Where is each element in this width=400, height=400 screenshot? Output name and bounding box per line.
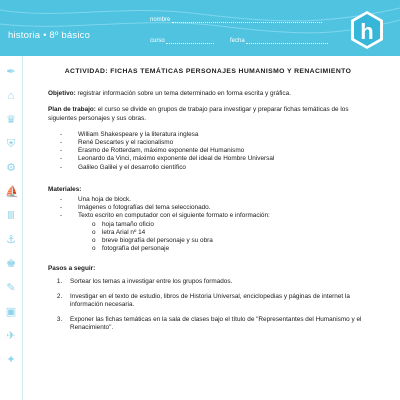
sidebar-icon-strip — [0, 56, 23, 400]
h-logo — [349, 10, 385, 50]
header-band — [0, 0, 400, 56]
list-item: o breve biografía del personaje y su obra — [92, 237, 368, 245]
objective-text: registrar información sobre un tema determinado en forma escrita y gráfica. — [75, 90, 291, 98]
logo-letter: h — [360, 19, 374, 44]
materials-list — [48, 196, 368, 253]
activity-title: ACTIVIDAD: FICHAS TEMÁTICAS PERSONAJES HUMANISMO Y RENACIMIENTO — [64, 68, 352, 75]
crown-icon: ♚ — [6, 258, 16, 270]
name-field-label: nombre — [150, 17, 171, 23]
list-item — [60, 212, 368, 253]
plan-paragraph — [48, 106, 368, 122]
plan-text: el curso se divide en grupos de trabajo para investigar y preparar fichas temáticas de los siguientes personajes y sus obras. — [48, 106, 349, 122]
subject-label: historia • 8º básico — [8, 30, 91, 41]
list-item: 1. Sortear los temas a investigar entre los grupos formados. — [64, 278, 368, 286]
plan-label: Plan de trabajo: — [48, 106, 96, 114]
ship-icon: ⛵ — [5, 186, 19, 198]
plane-icon: ✈ — [6, 330, 16, 342]
name-field-line[interactable] — [172, 22, 322, 23]
topics-list — [48, 131, 368, 172]
list-item: o fotografía del personaje — [92, 245, 368, 253]
list-item: - René Descartes y el racionalismo — [60, 139, 368, 147]
pen-icon: ✒ — [6, 66, 16, 78]
worksheet-body — [48, 68, 368, 340]
name-field[interactable] — [150, 17, 322, 23]
list-item: - Galileo Galilei y el desarrollo científico — [60, 164, 368, 172]
objective-label: Objetivo: — [48, 90, 76, 98]
list-item-text: Texto escrito en computador con el siguiente formato e información: — [78, 212, 270, 220]
quill-icon: ✎ — [6, 282, 16, 294]
header-wave-decoration — [0, 0, 400, 56]
shield-icon: ⛨ — [6, 138, 16, 150]
date-field-label: fecha — [230, 38, 245, 44]
steps-list — [48, 278, 368, 333]
wheel-icon: ⚙ — [6, 162, 16, 174]
lamp-icon: ✦ — [6, 354, 16, 366]
steps-heading: Pasos a seguir: — [48, 265, 96, 273]
list-item: - Erasmo de Rotterdam, máximo exponente del Humanismo — [60, 147, 368, 155]
list-item: - Una hoja de block. — [60, 196, 368, 204]
date-field[interactable] — [230, 38, 328, 44]
objective-paragraph — [48, 90, 368, 98]
list-item: - Imágenes o fotografías del tema seleccionado. — [60, 204, 368, 212]
list-item: 2. Investigar en el texto de estudio, libros de Historia Universal, enciclopedias y páginas de internet la información necesaria. — [64, 293, 368, 309]
building-icon: ⌂ — [7, 90, 15, 102]
building-icon: ▣ — [5, 306, 17, 318]
crown-icon: ♛ — [6, 114, 16, 126]
list-item: - Leonardo da Vinci, máximo exponente del ideal de Hombre Universal — [60, 155, 368, 163]
list-item: o hoja tamaño oficio — [92, 221, 368, 229]
boat-icon: ⚓ — [6, 234, 16, 246]
course-field-label: curso — [150, 38, 165, 44]
list-item: 3. Exponer las fichas temáticas en la sala de clases bajo el título de "Representantes del Humanismo y el Renacimiento". — [64, 316, 368, 332]
date-field-line[interactable] — [246, 43, 328, 44]
list-item: - William Shakespeare y la literatura inglesa — [60, 131, 368, 139]
course-field-line[interactable] — [166, 43, 214, 44]
list-item: o letra Arial nº 14 — [92, 229, 368, 237]
materials-heading: Materiales: — [48, 185, 82, 193]
format-list — [78, 221, 368, 254]
column-icon: Ⅲ — [7, 210, 15, 222]
course-field[interactable] — [150, 38, 214, 44]
